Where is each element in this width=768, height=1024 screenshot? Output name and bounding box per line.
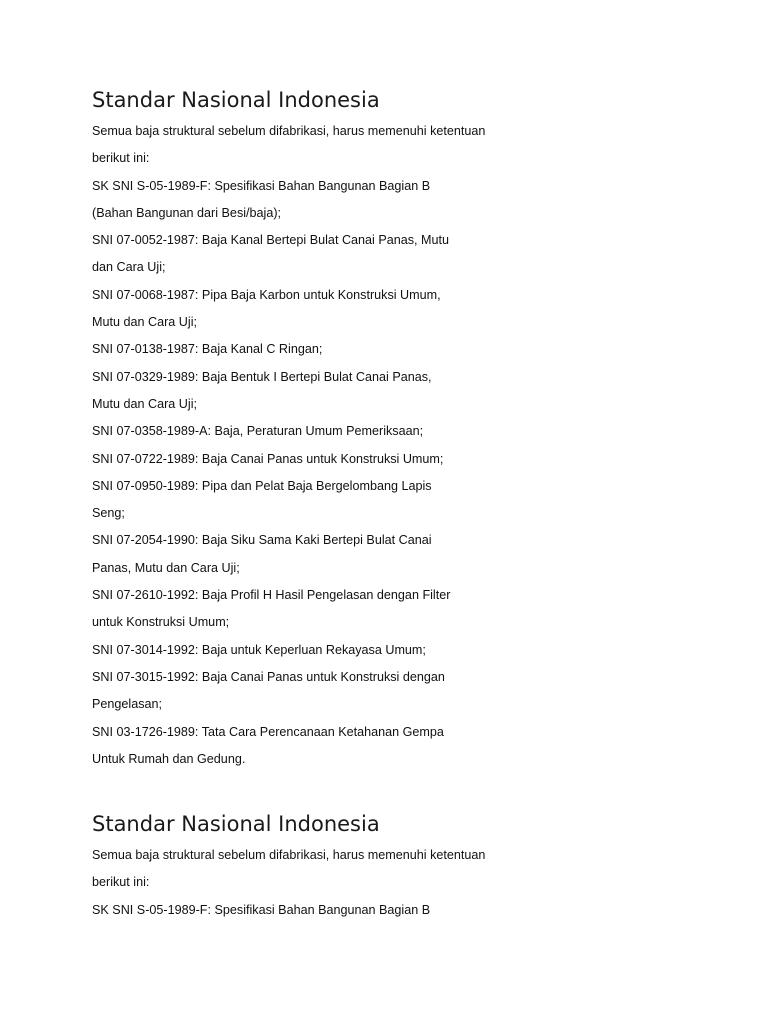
text-line: SNI 07-2054-1990: Baja Siku Sama Kaki Bertepi Bulat Canai (92, 533, 432, 548)
text-line: SNI 07-0329-1989: Baja Bentuk I Bertepi Bulat Canai Panas, (92, 369, 432, 384)
text-line: SNI 07-3015-1992: Baja Canai Panas untuk Konstruksi dengan (92, 669, 445, 684)
text-line: Seng; (92, 506, 125, 521)
text-line: Pengelasan; (92, 697, 163, 712)
text-line: SK SNI S-05-1989-F: Spesifikasi Bahan Bangunan Bagian B (92, 178, 431, 193)
text-line: SNI 07-0358-1989-A: Baja, Peraturan Umum Pemeriksaan; (92, 424, 424, 439)
text-line: berikut ini: (92, 875, 150, 890)
text-line: Untuk Rumah dan Gedung. (92, 751, 246, 766)
text-line: SNI 03-1726-1989: Tata Cara Perencanaan Ketahanan Gempa (92, 724, 444, 739)
section-1 (92, 84, 612, 773)
section-body (92, 118, 612, 773)
text-line: SNI 07-0068-1987: Pipa Baja Karbon untuk Konstruksi Umum, (92, 287, 441, 302)
text-line: Mutu dan Cara Uji; (92, 315, 197, 330)
text-line: SK SNI S-05-1989-F: Spesifikasi Bahan Bangunan Bagian B (92, 902, 431, 917)
text-line: (Bahan Bangunan dari Besi/baja); (92, 205, 282, 220)
section-2 (92, 808, 612, 924)
text-line: SNI 07-0950-1989: Pipa dan Pelat Baja Bergelombang Lapis (92, 478, 432, 493)
text-line: dan Cara Uji; (92, 260, 166, 275)
text-line: SNI 07-0722-1989: Baja Canai Panas untuk Konstruksi Umum; (92, 451, 444, 466)
section-body (92, 842, 612, 924)
text-line: Semua baja struktural sebelum difabrikasi, harus memenuhi ketentuan (92, 124, 486, 138)
text-line: berikut ini: (92, 151, 150, 166)
text-line: SNI 07-0138-1987: Baja Kanal C Ringan; (92, 342, 323, 357)
section-heading: Standar Nasional Indonesia (92, 812, 380, 836)
text-line: SNI 07-2610-1992: Baja Profil H Hasil Pengelasan dengan Filter (92, 588, 451, 603)
section-heading: Standar Nasional Indonesia (92, 88, 380, 112)
text-line: untuk Konstruksi Umum; (92, 615, 230, 630)
text-line: Panas, Mutu dan Cara Uji; (92, 560, 240, 575)
text-line: Semua baja struktural sebelum difabrikasi, harus memenuhi ketentuan (92, 848, 486, 862)
text-line: SNI 07-3014-1992: Baja untuk Keperluan Rekayasa Umum; (92, 642, 426, 657)
text-line: SNI 07-0052-1987: Baja Kanal Bertepi Bulat Canai Panas, Mutu (92, 233, 450, 248)
text-line: Mutu dan Cara Uji; (92, 396, 197, 411)
